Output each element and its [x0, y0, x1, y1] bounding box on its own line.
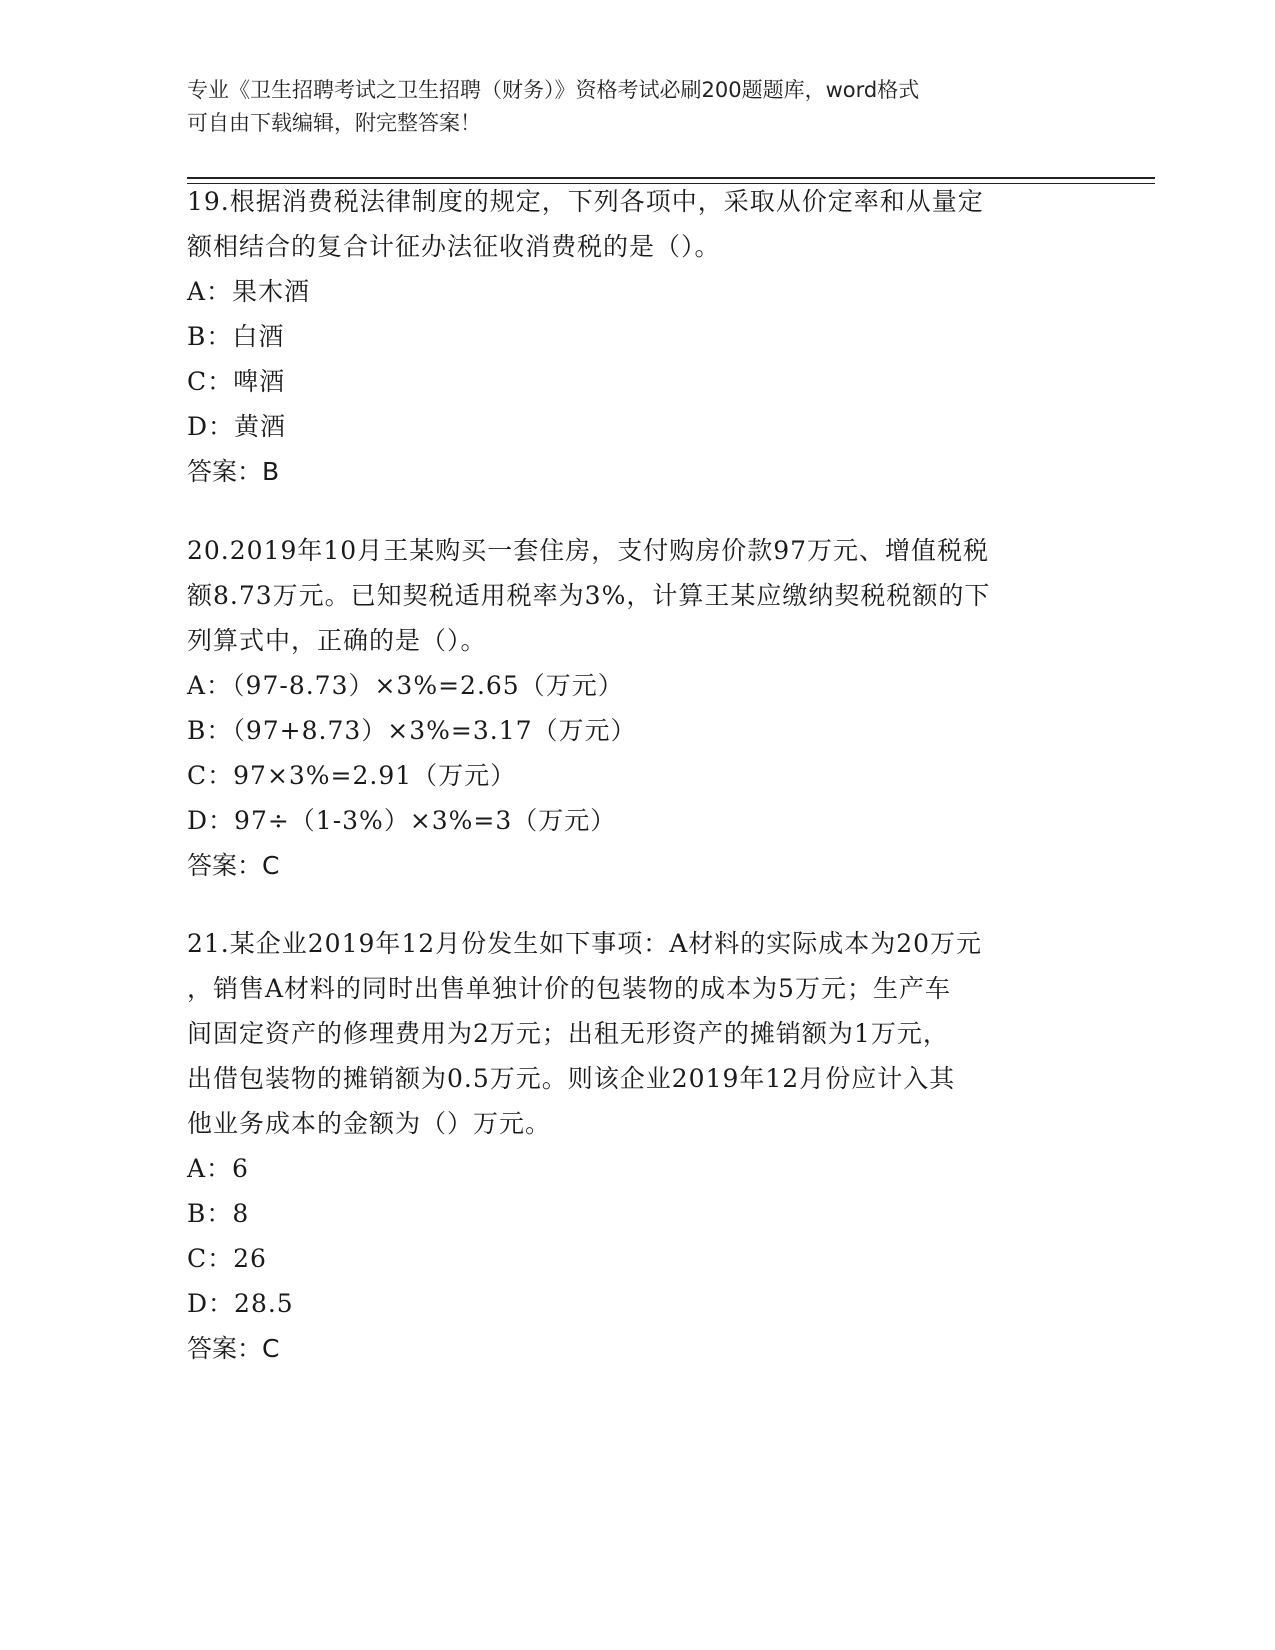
option-b: B：（97+8.73）×3%=3.17（万元） — [187, 716, 637, 745]
question-stem-line: 他业务成本的金额为（）万元。 — [187, 1109, 552, 1138]
option-a: A：果木酒 — [187, 277, 311, 306]
question-stem-line: 21.某企业2019年12月份发生如下事项：A材料的实际成本为20万元 — [187, 929, 983, 958]
question-stem-line: 额8.73万元。已知契税适用税率为3%，计算王某应缴纳契税税额的下 — [187, 581, 991, 610]
answer: 答案：C — [187, 851, 280, 880]
option-b: B：白酒 — [187, 322, 285, 351]
option-c: C：97×3%=2.91（万元） — [187, 761, 517, 790]
option-a: A：（97-8.73）×3%=2.65（万元） — [187, 671, 624, 700]
question-stem-line: 列算式中，正确的是（）。 — [187, 626, 487, 655]
answer: 答案：C — [187, 1334, 280, 1363]
question-21 — [187, 921, 1087, 1371]
question-19 — [187, 179, 1087, 494]
option-d: D：28.5 — [187, 1289, 294, 1318]
question-stem-line: ，销售A材料的同时出售单独计价的包装物的成本为5万元；生产车 — [187, 974, 951, 1003]
option-c: C：26 — [187, 1244, 267, 1273]
question-20 — [187, 528, 1087, 888]
question-stem-line: 20.2019年10月王某购买一套住房，支付购房价款97万元、增值税税 — [187, 536, 990, 565]
header-line-2: 可自由下载编辑，附完整答案！ — [187, 111, 481, 135]
option-d: D：97÷（1-3%）×3%=3（万元） — [187, 806, 617, 835]
option-d: D：黄酒 — [187, 412, 287, 441]
document-header — [187, 74, 1067, 140]
header-line-1: 专业《卫生招聘考试之卫生招聘（财务）》资格考试必刷200题题库，word格式 — [187, 78, 920, 102]
option-c: C：啤酒 — [187, 367, 286, 396]
question-stem-line: 额相结合的复合计征办法征收消费税的是（）。 — [187, 232, 721, 261]
question-stem-line: 出借包装物的摊销额为0.5万元。则该企业2019年12月份应计入其 — [187, 1064, 956, 1093]
answer: 答案：B — [187, 457, 280, 486]
question-stem-line: 19.根据消费税法律制度的规定，下列各项中，采取从价定率和从量定 — [187, 187, 984, 216]
option-b: B：8 — [187, 1199, 250, 1228]
option-a: A：6 — [187, 1154, 249, 1183]
question-stem-line: 间固定资产的修理费用为2万元；出租无形资产的摊销额为1万元， — [187, 1019, 949, 1048]
